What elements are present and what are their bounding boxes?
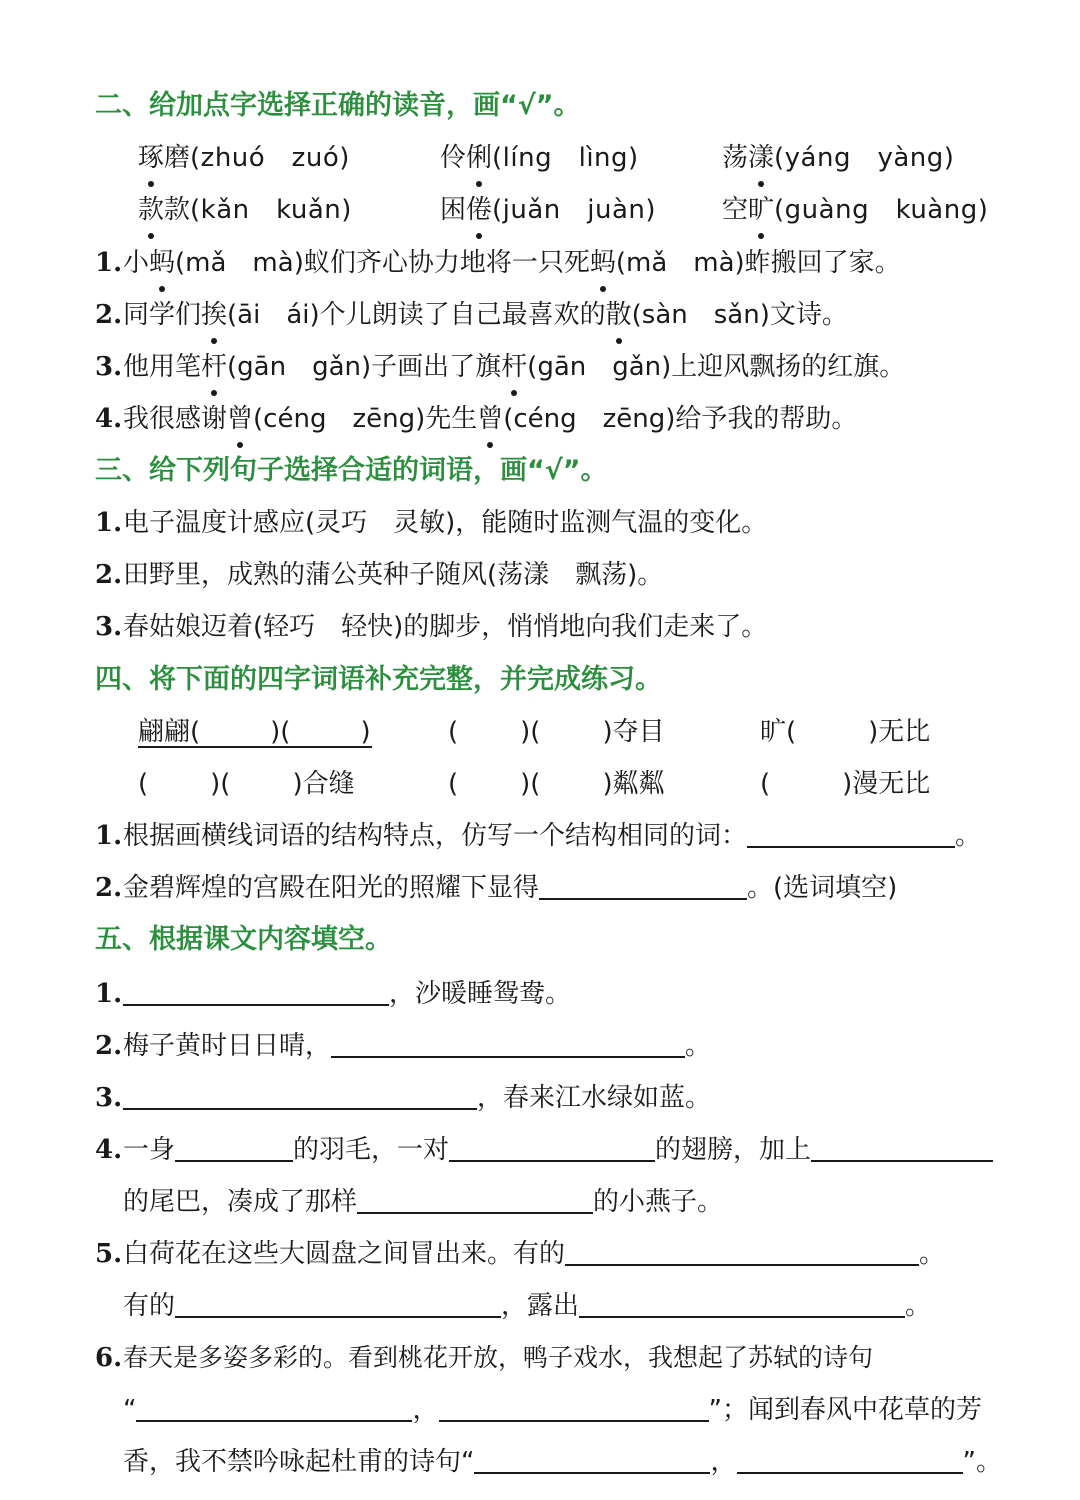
idiom-4: ( )( )合缝 [138, 769, 355, 799]
answer-blank[interactable] [331, 1026, 685, 1058]
answer-blank[interactable] [136, 1390, 412, 1422]
pinyin-word-row-1 [0, 138, 1080, 178]
pinyin-word: 款款(kǎn kuǎn) [138, 190, 352, 230]
section-4-question-2: 2. 金碧辉煌的宫殿在阳光的照耀下显得 。(选词填空) [0, 868, 1080, 908]
idiom-row-1 [0, 712, 1080, 752]
section-4-heading: 四、将下面的四字词语补充完整，并完成练习。 [95, 664, 662, 695]
section-2-question-3: 3. 他用笔杆(gān gǎn)子画出了旗杆(gān gǎn)上迎风飘扬的红旗。 [0, 347, 1080, 387]
idiom-2: ( )( )夺目 [448, 717, 665, 747]
pinyin-word: 琢磨(zhuó zuó) [138, 138, 350, 178]
section-2-question-2: 2. 同学们挨(āi ái)个儿朗读了自己最喜欢的散(sàn sǎn)文诗。 [0, 295, 1080, 335]
answer-blank[interactable] [175, 1286, 501, 1318]
answer-blank[interactable] [579, 1286, 905, 1318]
section-3-heading: 三、给下列句子选择合适的词语，画“√”。 [95, 455, 608, 486]
answer-blank[interactable] [539, 868, 747, 900]
idiom-3: 旷( )无比 [760, 717, 931, 747]
idiom-row-2 [0, 764, 1080, 804]
answer-blank[interactable] [123, 974, 389, 1006]
section-5-heading: 五、根据课文内容填空。 [95, 924, 392, 955]
section-4-question-1: 1. 根据画横线词语的结构特点，仿写一个结构相同的词： 。 [0, 816, 1080, 856]
answer-blank[interactable] [811, 1130, 993, 1162]
section-5-question-3: 3. ，春来江水绿如蓝。 [0, 1078, 1080, 1118]
answer-blank[interactable] [439, 1390, 709, 1422]
pinyin-word: 空旷(guàng kuàng) [722, 190, 988, 230]
answer-blank[interactable] [474, 1442, 710, 1474]
idiom-underline [138, 746, 372, 748]
answer-blank[interactable] [747, 816, 955, 848]
answer-blank[interactable] [449, 1130, 655, 1162]
idiom-1: 翩翩( )( ) [138, 717, 371, 747]
answer-blank[interactable] [123, 1078, 477, 1110]
section-5-question-1: 1. ，沙暖睡鸳鸯。 [0, 974, 1080, 1014]
section-5-question-4: 4. 一身 的羽毛，一对 的翅膀，加上 [0, 1130, 1080, 1170]
section-3-question-2: 2. 田野里，成熟的蒲公英种子随风(荡漾 飘荡)。 [95, 560, 664, 590]
section-5-question-5: 5. 白荷花在这些大圆盘之间冒出来。有的 。 [0, 1234, 1080, 1274]
answer-blank[interactable] [175, 1130, 293, 1162]
pinyin-word: 伶俐(líng lìng) [440, 138, 639, 178]
section-5-question-6-cont-2: 香，我不禁吟咏起杜甫的诗句“ ， ”。 [0, 1442, 1080, 1482]
idiom-5: ( )( )粼粼 [448, 769, 665, 799]
section-5-question-4-cont: 的尾巴，凑成了那样 的小燕子。 [0, 1182, 1080, 1222]
idiom-6: ( )漫无比 [760, 769, 931, 799]
answer-blank[interactable] [565, 1234, 919, 1266]
section-5-question-6: 6. 春天是多姿多彩的。看到桃花开放，鸭子戏水，我想起了苏轼的诗句 [95, 1343, 874, 1373]
section-5-question-5-cont: 有的 ，露出 。 [0, 1286, 1080, 1326]
section-5-question-6-cont: “ ， ”；闻到春风中花草的芳 [0, 1390, 1080, 1430]
section-2-question-1: 1. 小蚂(mǎ mà)蚁们齐心协力地将一只死蚂(mǎ mà)蚱搬回了家。 [0, 243, 1080, 283]
pinyin-word: 困倦(juǎn juàn) [440, 190, 656, 230]
pinyin-word: 荡漾(yáng yàng) [722, 138, 954, 178]
section-2-heading: 二、给加点字选择正确的读音，画“√”。 [95, 90, 581, 121]
section-3-question-1: 1. 电子温度计感应(灵巧 灵敏)，能随时监测气温的变化。 [95, 508, 768, 538]
answer-blank[interactable] [357, 1182, 593, 1214]
answer-blank[interactable] [737, 1442, 963, 1474]
pinyin-word-row-2 [0, 190, 1080, 230]
section-5-question-2: 2. 梅子黄时日日晴， 。 [0, 1026, 1080, 1066]
section-3-question-3: 3. 春姑娘迈着(轻巧 轻快)的脚步，悄悄地向我们走来了。 [95, 612, 768, 642]
section-2-question-4: 4. 我很感谢曾(céng zēng)先生曾(céng zēng)给予我的帮助。 [0, 399, 1080, 439]
